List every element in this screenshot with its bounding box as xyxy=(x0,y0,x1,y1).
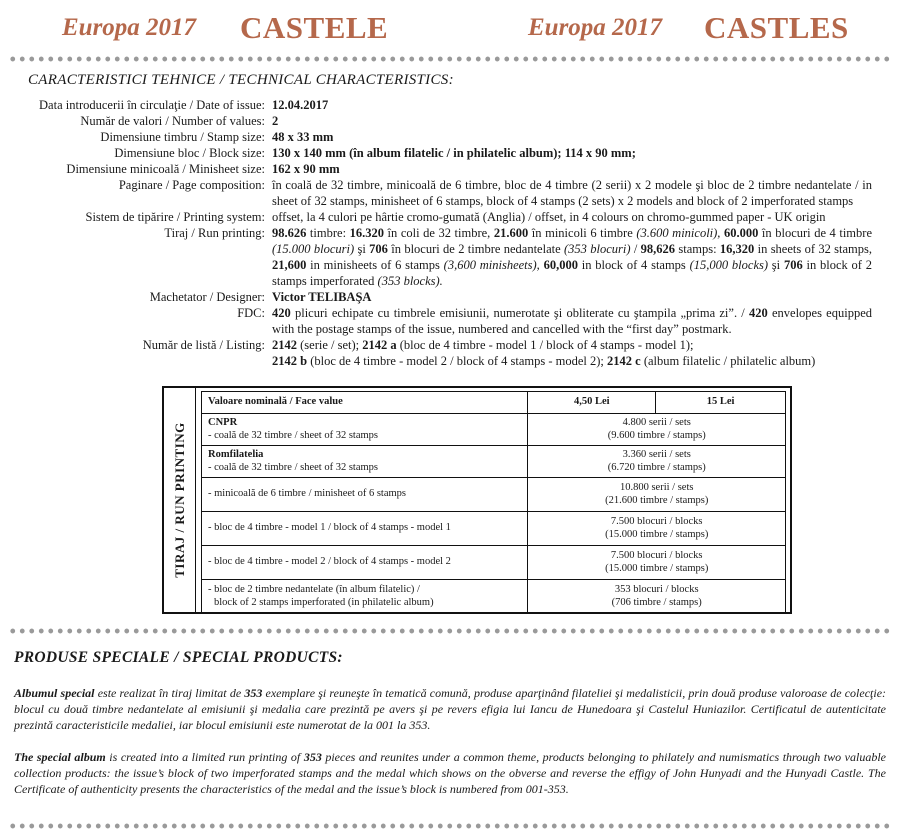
spec-value: 162 x 90 mm xyxy=(272,162,340,176)
qty-stamps: (15.000 timbre / stamps) xyxy=(605,528,709,540)
run-text: in block of 2 stamps imperforated xyxy=(272,258,872,288)
spec-value-fdc xyxy=(272,305,872,337)
qty-sets: 7.500 blocuri / blocks xyxy=(610,550,703,561)
run-sheets-en: 16,320 xyxy=(719,242,755,256)
qty-sets: 3.360 serii / sets xyxy=(622,449,691,460)
row-quantity xyxy=(528,580,786,614)
table-header-row xyxy=(202,392,786,414)
run-total-ro: 98.626 xyxy=(272,226,307,240)
header-value-2: 15 Lei xyxy=(656,392,786,414)
qty-sets: 7.500 blocuri / blocks xyxy=(610,516,703,527)
en-title: CASTLES xyxy=(704,10,849,45)
spec-label: Număr de valori / Number of values: xyxy=(80,114,265,128)
run-text: / xyxy=(630,242,641,256)
row-title: CNPR xyxy=(208,417,238,428)
dotted-divider xyxy=(8,823,892,829)
spec-label: Data introducerii în circulaţie / Date of issue: xyxy=(39,98,265,112)
spec-value-run xyxy=(272,225,872,289)
para-text: is created into a limited run printing of xyxy=(105,750,304,764)
row-desc: - coală de 32 timbre / sheet of 32 stamps xyxy=(208,429,378,441)
row-quantity xyxy=(528,546,786,580)
run-minisheets-ro: 21.600 xyxy=(493,226,529,240)
table-row xyxy=(202,414,786,446)
row-label xyxy=(202,446,528,478)
album-count-ro: 353 xyxy=(244,686,263,700)
run-note: (353 blocks). xyxy=(377,274,443,288)
spec-row-fdc xyxy=(0,305,900,337)
album-name-en: The special album xyxy=(14,750,106,764)
run-text: in sheets of 32 stamps, xyxy=(754,242,873,256)
products-paragraph-ro xyxy=(14,685,886,733)
spec-label: Tiraj / Run printing: xyxy=(164,226,265,240)
row-desc: - bloc de 4 timbre - model 2 / block of 4 stamps - model 2 xyxy=(208,556,451,568)
spec-row-printing-system xyxy=(0,209,900,225)
run-printing-table xyxy=(201,391,786,614)
album-name-ro: Albumul special xyxy=(14,686,95,700)
run-printing-table-box xyxy=(162,386,792,614)
qty-blocks: 353 blocuri / blocks xyxy=(614,584,699,595)
qty-stamps: (706 timbre / stamps) xyxy=(611,596,702,608)
run-imperf-ro: 706 xyxy=(369,242,388,256)
table-row xyxy=(202,478,786,512)
para-text: pieces and reunites under a common theme, products belonging to philately and numismatics through two valuable collection products: the issue’s block of two imperforated stamps and the medal which shows on the obverse and reverse the effigy of John Hunyadi and the Hunyadi Castle. The Certificate of authenticity presents the characteristics of the medal and the issue’s block is numbered from 001-353. xyxy=(14,750,887,796)
spec-label: Dimensiune timbru / Stamp size: xyxy=(100,130,265,144)
para-text: este realizat în tiraj limitat de xyxy=(94,686,245,700)
run-note: (3,600 minisheets), xyxy=(443,258,540,272)
listing-text: (bloc de 4 timbre - model 2 / block of 4 stamps - model 2); xyxy=(307,354,608,368)
spec-label: Paginare / Page composition: xyxy=(118,178,265,192)
table-row xyxy=(202,512,786,546)
row-label xyxy=(202,580,528,614)
run-total-en: 98,626 xyxy=(640,242,676,256)
side-label-text: TIRAJ / RUN PRINTING xyxy=(172,422,187,578)
products-heading: PRODUSE SPECIALE / SPECIAL PRODUCTS: xyxy=(14,649,343,666)
qty-stamps: (21.600 timbre / stamps) xyxy=(605,494,709,506)
spec-label: Dimensiune minicoală / Minisheet size: xyxy=(66,162,265,176)
spec-row-run xyxy=(0,225,900,289)
row-label xyxy=(202,512,528,546)
table-row xyxy=(202,546,786,580)
ro-year: Europa 2017 xyxy=(62,14,197,41)
run-text: in minisheets of 6 stamps xyxy=(306,258,444,272)
run-text: în minicoli 6 timbre xyxy=(528,226,637,240)
listing-text: (bloc de 4 timbre - model 1 / block of 4 stamps - model 1); xyxy=(396,338,694,352)
spec-value: în coală de 32 timbre, minicoală de 6 timbre, bloc de 4 timbre (2 serii) x 2 modele şi bloc de 2 timbre nedantelate / in sheet of 32 stamps, minisheet of 6 stamps, block of 4 stamps (2 sets) x 2 models and block of 2 imperforated stamps xyxy=(272,178,872,208)
album-count-en: 353 xyxy=(303,750,322,764)
row-desc: - coală de 32 timbre / sheet of 32 stamps xyxy=(208,461,378,473)
qty-sets: 10.800 serii / sets xyxy=(619,482,694,493)
run-note: (3.600 minicoli), xyxy=(636,226,721,240)
qty-stamps: (15.000 timbre / stamps) xyxy=(605,562,709,574)
run-text: in block of 4 stamps xyxy=(577,258,690,272)
row-quantity xyxy=(528,446,786,478)
spec-row-designer xyxy=(0,289,900,305)
spec-value: 130 x 140 mm (în album filatelic / in philatelic album); 114 x 90 mm; xyxy=(272,146,636,160)
run-text: şi xyxy=(354,242,370,256)
fdc-text: envelopes equipped with the postage stamps of the issue, numbered and cancelled with the “first day” postmark. xyxy=(272,306,872,336)
fdc-text: plicuri echipate cu timbrele emisiunii, numerotate şi obliterate cu ştampila „prima zi”. / xyxy=(290,306,749,320)
spec-row-minisheet-size xyxy=(0,161,900,177)
run-text: stamps: xyxy=(675,242,720,256)
run-imperf-en: 706 xyxy=(783,258,803,272)
row-label xyxy=(202,414,528,446)
run-note: (15,000 blocks) xyxy=(689,258,769,272)
row-quantity xyxy=(528,414,786,446)
row-desc: - bloc de 2 timbre nedantelate (în album filatelic) / xyxy=(208,584,420,595)
qty-stamps: (6.720 timbre / stamps) xyxy=(607,461,706,473)
row-desc: - minicoală de 6 timbre / minisheet of 6 stamps xyxy=(208,488,406,500)
row-label xyxy=(202,478,528,512)
fdc-count-ro: 420 xyxy=(272,306,291,320)
spec-value: offset, la 4 culori pe hârtie cromo-gumată (Anglia) / offset, in 4 colours on chromo-gummed paper - UK origin xyxy=(272,210,826,224)
title-row xyxy=(0,10,900,50)
listing-text: (serie / set); xyxy=(297,338,363,352)
technical-heading: CARACTERISTICI TEHNICE / TECHNICAL CHARACTERISTICS: xyxy=(28,72,454,88)
listing-text: (album filatelic / philatelic album) xyxy=(640,354,816,368)
row-quantity xyxy=(528,478,786,512)
dotted-divider xyxy=(8,56,892,62)
run-text: timbre: xyxy=(306,226,350,240)
spec-row-stamp-size xyxy=(0,129,900,145)
run-printing-side-label xyxy=(164,388,196,612)
spec-label: FDC: xyxy=(237,306,265,320)
listing-code: 2142 xyxy=(272,338,297,352)
run-text: şi xyxy=(768,258,784,272)
header-face-value: Valoare nominală / Face value xyxy=(202,392,528,414)
spec-value: 12.04.2017 xyxy=(272,98,329,112)
run-sheets-ro: 16.320 xyxy=(349,226,384,240)
spec-value: 48 x 33 mm xyxy=(272,130,334,144)
spec-row-listing xyxy=(0,337,900,369)
run-text: în coli de 32 timbre, xyxy=(383,226,494,240)
para-text: exemplare şi reuneşte în tematică comună, produse aparţinând filateliei şi medalisticii, prin două produse valoroase de colecţie: blocul cu două timbre nedantelate al emisiunii şi medalia care prezintă pe avers şi pe revers efigia lui Iancu de Hunedoara şi Castelul Huniazilor. Certificatul de autenticitate prezintă caracteristicile medaliei, iar blocul emisiunii este numerotat de la 001 la 353. xyxy=(14,686,887,732)
spec-row-composition xyxy=(0,177,900,209)
ro-title: CASTELE xyxy=(240,10,389,45)
run-text: în blocuri de 2 timbre nedantelate xyxy=(387,242,564,256)
spec-label: Sistem de tipărire / Printing system: xyxy=(85,210,265,224)
header-value-1: 4,50 Lei xyxy=(528,392,656,414)
table-row xyxy=(202,580,786,614)
qty-stamps: (9.600 timbre / stamps) xyxy=(607,429,706,441)
spec-row-values xyxy=(0,113,900,129)
run-text: în blocuri de 4 timbre xyxy=(758,226,872,240)
table-row xyxy=(202,446,786,478)
dotted-divider xyxy=(8,628,892,634)
row-label xyxy=(202,546,528,580)
spec-value-listing xyxy=(272,337,872,369)
listing-code: 2142 a xyxy=(362,338,397,352)
row-quantity xyxy=(528,512,786,546)
spec-value: Victor TELIBAŞA xyxy=(272,290,372,304)
spec-label: Număr de listă / Listing: xyxy=(142,338,265,352)
run-blocks-en: 60,000 xyxy=(543,258,578,272)
products-paragraph-en xyxy=(14,749,886,797)
spec-value: 2 xyxy=(272,114,279,128)
row-title: Romfilatelia xyxy=(208,449,264,460)
en-year: Europa 2017 xyxy=(528,14,663,41)
spec-label: Machetator / Designer: xyxy=(149,290,265,304)
row-desc: block of 2 stamps imperforated (in philatelic album) xyxy=(214,596,434,608)
run-note: (353 blocuri) xyxy=(563,242,631,256)
qty-sets: 4.800 serii / sets xyxy=(622,417,691,428)
spec-label: Dimensiune bloc / Block size: xyxy=(114,146,265,160)
row-desc: - bloc de 4 timbre - model 1 / block of 4 stamps - model 1 xyxy=(208,522,451,534)
spec-list xyxy=(0,97,900,369)
spec-row-block-size xyxy=(0,145,900,161)
run-blocks-ro: 60.000 xyxy=(724,226,759,240)
run-minisheets-en: 21,600 xyxy=(272,258,307,272)
run-note: (15.000 blocuri) xyxy=(272,242,355,256)
spec-row-date xyxy=(0,97,900,113)
listing-code: 2142 c xyxy=(607,354,641,368)
listing-code: 2142 b xyxy=(272,354,308,368)
fdc-count-en: 420 xyxy=(749,306,768,320)
